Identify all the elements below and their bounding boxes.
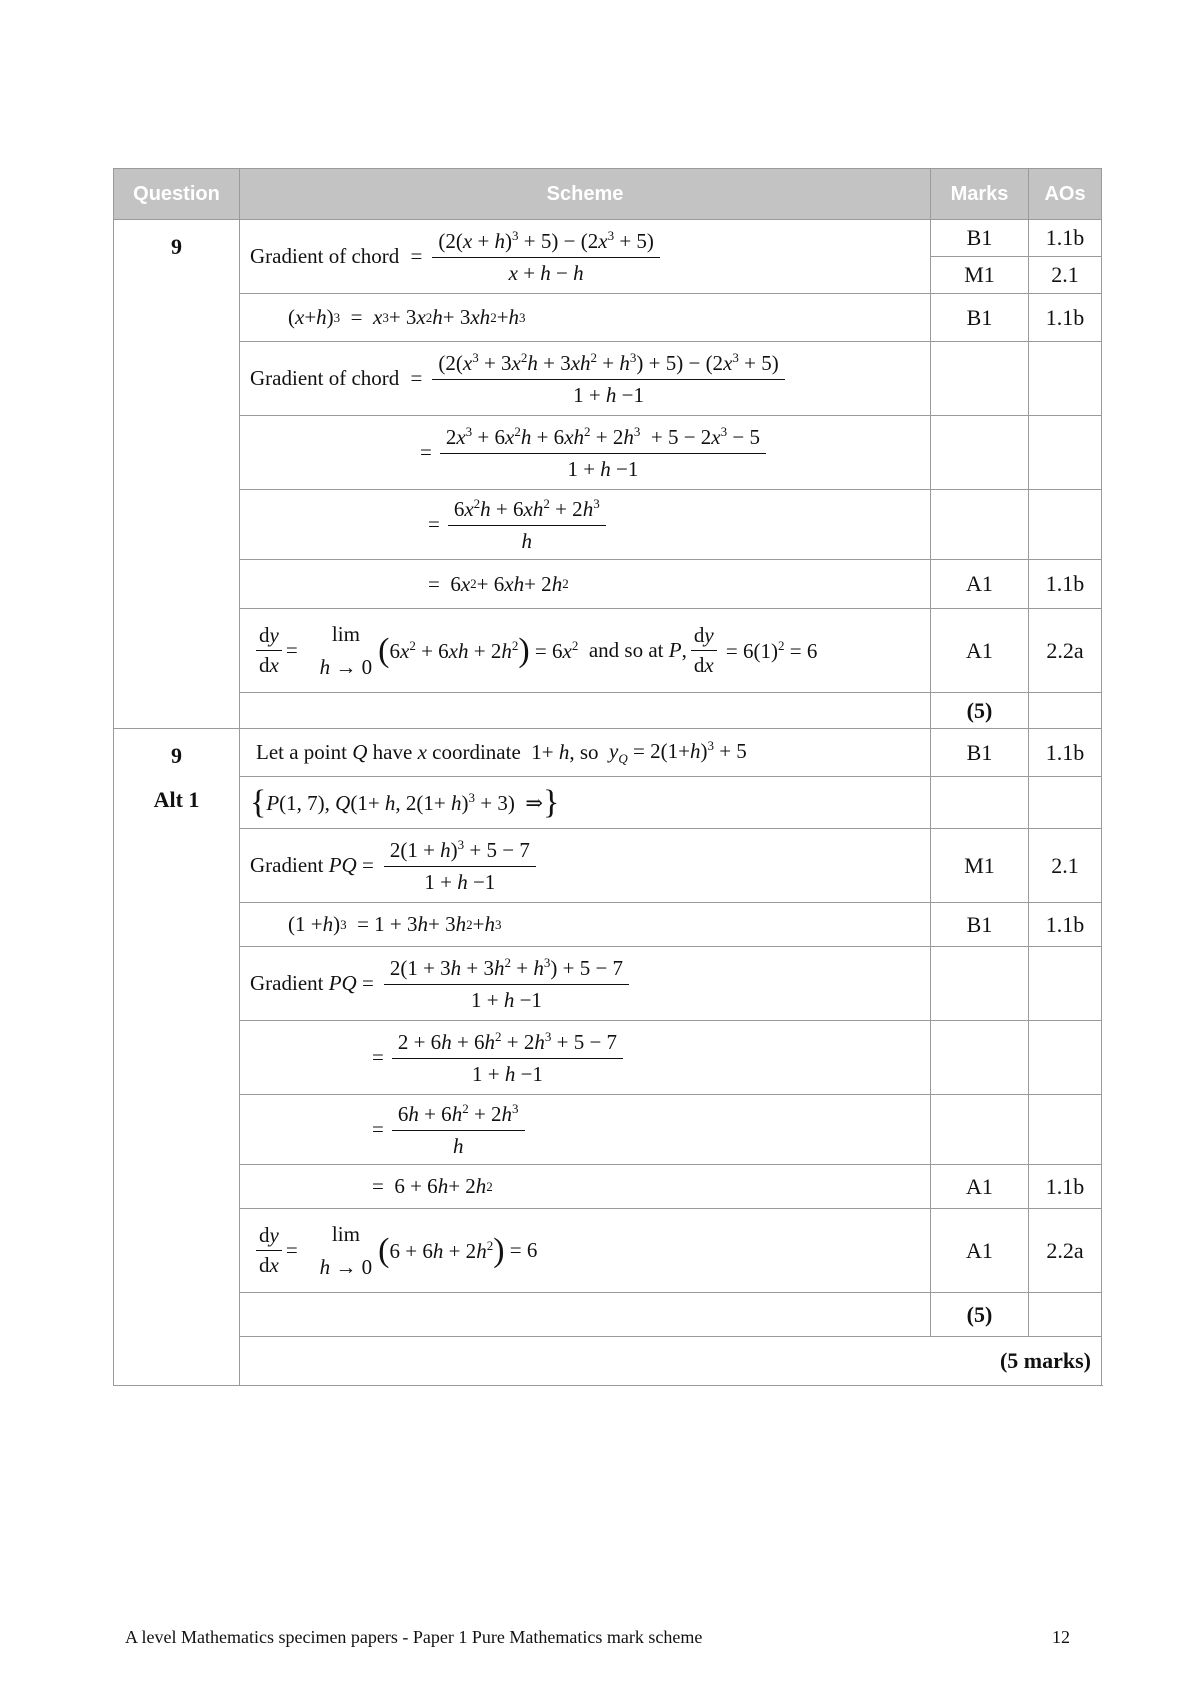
- math-expression: Gradient of chord = $\frac{(2(x^3 + 3x^2h + 3xh^2 + h^3) + 5) - (2x^3 + 5)}{1 + h -1}$: [250, 350, 920, 408]
- mark-cell: A1: [931, 609, 1029, 693]
- question-number: 9: [171, 234, 182, 259]
- coordinate-text: coordinate: [432, 740, 521, 764]
- ao-cell: 1.1b: [1029, 903, 1102, 947]
- math-expression: { P(1, 7), Q(1+ h, $2(1+ h)^3 + 3$) ⇒ }: [250, 783, 560, 821]
- ao-cell-empty: [1029, 1293, 1102, 1337]
- scheme-step: [240, 903, 931, 947]
- mark-cell-empty: [931, 1095, 1029, 1165]
- mark-cell: B1: [931, 294, 1029, 342]
- math-fraction: $\frac{2 + 6h + 6h^2 + 2h^3 + 5 - 7}{1 + h -1}$: [392, 1029, 623, 1087]
- ao-cell-empty: [1029, 1095, 1102, 1165]
- subtotal: (5): [966, 697, 993, 723]
- ao-cell-empty: [1029, 777, 1102, 829]
- scheme-step: [240, 1095, 931, 1165]
- gradient-label: Gradient: [250, 971, 324, 995]
- subtotal-cell: [931, 1293, 1029, 1337]
- math-expression: (1 + h ) 3 = 1 + 3 h + 3 h 2 + h 3: [288, 912, 502, 936]
- math-fraction: $\frac{6x^2h + 6xh^2 + 2h^3}{h}$: [448, 496, 606, 554]
- ao-cell-empty: [1029, 947, 1102, 1021]
- math-expression: = $\frac{2 + 6h + 6h^2 + 2h^3 + 5 - 7}{1 + h -1}$: [250, 1029, 920, 1087]
- scheme-step: [240, 1209, 931, 1293]
- math-expression: $\frac{dy}{dx}$ = lim h → 0 ( $6x^2 + 6xh + 2h^2$ ) = $6x^2$ and so at P, $\frac{dy}{dx}$ = $6(1)^2 = 6$: [250, 622, 920, 680]
- math-fraction: $\frac{6h + 6h^2 + 2h^3}{h}$: [392, 1101, 525, 1159]
- math-expression: = $\frac{6x^2h + 6xh^2 + 2h^3}{h}$: [250, 496, 920, 554]
- ao-cell: 2.2a: [1029, 609, 1102, 693]
- subtotal-cell: [931, 693, 1029, 729]
- header-scheme: Scheme: [240, 169, 931, 220]
- mark-cell-empty: [931, 342, 1029, 416]
- mark-cell: M1: [931, 829, 1029, 903]
- mark-scheme-table: [113, 168, 1102, 1386]
- mark-cell: A1: [931, 1165, 1029, 1209]
- ao-cell-empty: [1029, 416, 1102, 490]
- header-aos: AOs: [1029, 169, 1102, 220]
- ao-cell-empty: [1029, 1021, 1102, 1095]
- ao-cell-empty: [1029, 342, 1102, 416]
- scheme-step: [240, 777, 931, 829]
- ao-cell: 1.1b: [1029, 220, 1102, 257]
- math-expression: ( x + h ) 3 = x 3 + 3 x 2 h + 3 xh 2 + h 3: [288, 305, 526, 329]
- gradient-of-chord-label: Gradient of chord: [250, 244, 400, 268]
- have-text: have: [372, 740, 413, 764]
- ao-cell-empty: [1029, 490, 1102, 560]
- math-expression: $\frac{dy}{dx}$ = lim h → 0 ( $6 + 6h + 2h^2$ ) = 6: [250, 1222, 920, 1280]
- let-point-text: Let a point: [256, 740, 347, 764]
- scheme-step: [240, 342, 931, 416]
- mark-cell: A1: [931, 1209, 1029, 1293]
- table-header-row: [114, 169, 1102, 220]
- mark-cell-empty: [931, 777, 1029, 829]
- math-fraction: $\frac{(2(x^3 + 3x^2h + 3xh^2 + h^3) + 5) - (2x^3 + 5)}{1 + h -1}$: [432, 350, 784, 408]
- ao-cell: 1.1b: [1029, 294, 1102, 342]
- math-fraction: $\frac{2(1 + h)^3 + 5 - 7}{1 + h -1}$: [384, 837, 536, 895]
- mark-cell-empty: [931, 490, 1029, 560]
- math-fraction: $\frac{2(1 + 3h + 3h^2 + h^3) + 5 - 7}{1 + h -1}$: [384, 955, 629, 1013]
- scheme-step: [240, 1165, 931, 1209]
- mark-cell-empty: [931, 947, 1029, 1021]
- scheme-step: [240, 609, 931, 693]
- mark-cell: M1: [931, 257, 1029, 294]
- mark-cell: B1: [931, 220, 1029, 257]
- math-expression: Gradient PQ = $\frac{2(1 + h)^3 + 5 - 7}{1 + h -1}$: [250, 837, 920, 895]
- ao-cell: 2.1: [1029, 829, 1102, 903]
- math-expression: = 6 x 2 + 6 xh + 2 h 2: [428, 571, 569, 596]
- math-expression: Let a point Q have x coordinate 1+ h, so $y_Q = 2(1+h)^3 + 5$: [256, 737, 747, 767]
- math-fraction: $\frac{2x^3 + 6x^2h + 6xh^2 + 2h^3 + 5 - 2x^3 - 5}{1 + h -1}$: [440, 424, 766, 482]
- gradient-label: Gradient: [250, 853, 324, 877]
- ao-cell: 2.2a: [1029, 1209, 1102, 1293]
- math-expression: = $\frac{6h + 6h^2 + 2h^3}{h}$: [250, 1101, 920, 1159]
- so-text: so: [579, 740, 599, 764]
- scheme-step: [240, 490, 931, 560]
- math-expression: = 6 + 6 h + 2 h 2: [372, 1174, 493, 1198]
- scheme-step-empty: [240, 1293, 931, 1337]
- gradient-of-chord-label: Gradient of chord: [250, 366, 400, 390]
- mark-cell-empty: [931, 416, 1029, 490]
- scheme-step-empty: [240, 693, 931, 729]
- ao-cell: 1.1b: [1029, 560, 1102, 609]
- scheme-step: [240, 829, 931, 903]
- scheme-step: [240, 729, 931, 777]
- mark-cell: B1: [931, 729, 1029, 777]
- question-9-cell: [114, 220, 240, 729]
- header-marks: Marks: [931, 169, 1029, 220]
- ao-cell: 2.1: [1029, 257, 1102, 294]
- math-expression: Gradient PQ = $\frac{2(1 + 3h + 3h^2 + h^3) + 5 - 7}{1 + h -1}$: [250, 955, 920, 1013]
- math-fraction: $\frac{(2(x + h)^3 + 5) - (2x^3 + 5)}{x + h - h}$: [432, 228, 660, 286]
- question-9-alt-cell: [114, 729, 240, 1386]
- ao-cell-empty: [1029, 693, 1102, 729]
- alt-label: Alt 1: [153, 787, 200, 812]
- header-question: Question: [114, 169, 240, 220]
- and-so-at-text: and so at: [588, 638, 664, 662]
- mark-cell: A1: [931, 560, 1029, 609]
- scheme-step: [240, 947, 931, 1021]
- footer-title: A level Mathematics specimen papers - Paper 1 Pure Mathematics mark scheme: [125, 1627, 703, 1647]
- scheme-step: [240, 1021, 931, 1095]
- math-expression: Gradient of chord = $\frac{(2(x + h)^3 + 5) - (2x^3 + 5)}{x + h - h}$: [250, 228, 920, 286]
- total-marks: (5 marks): [240, 1337, 1102, 1386]
- question-number: 9: [171, 743, 182, 768]
- scheme-step: [240, 220, 931, 294]
- scheme-step: [240, 294, 931, 342]
- ao-cell: 1.1b: [1029, 1165, 1102, 1209]
- page-number: 12: [1052, 1627, 1070, 1647]
- ao-cell: 1.1b: [1029, 729, 1102, 777]
- mark-cell: B1: [931, 903, 1029, 947]
- math-expression: = $\frac{2x^3 + 6x^2h + 6xh^2 + 2h^3 + 5 - 2x^3 - 5}{1 + h -1}$: [250, 424, 920, 482]
- subtotal: (5): [966, 1301, 993, 1327]
- scheme-step: [240, 416, 931, 490]
- scheme-step: [240, 560, 931, 609]
- mark-cell-empty: [931, 1021, 1029, 1095]
